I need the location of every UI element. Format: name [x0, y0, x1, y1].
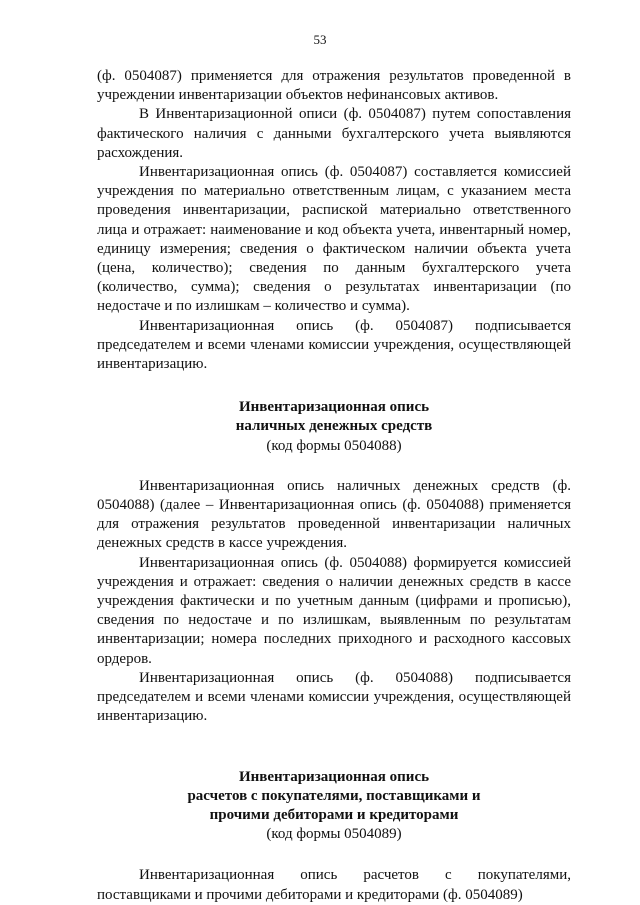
paragraph-0504087-contents: Инвентаризационная опись (ф. 0504087) составляется комиссией учреждения по материально ответственным лицам, с указанием места проведения инвентаризации, распиской материально ответственного лица и отражает: наименование и код объекта учета, инвентарный номер, единицу измерения; сведения о фактическом наличии объекта учета (цена, количество); сведения по данным бухгалтерского учета (количество, сумма); сведения о результатах инвентаризации (по недостаче и по излишкам – количество и сумма). [97, 164, 571, 315]
section-title-line: Инвентаризационная опись [238, 399, 430, 416]
section-heading-0504089 [97, 768, 571, 845]
paragraph-0504088-signing: Инвентаризационная опись (ф. 0504088) подписывается председателем и всеми членами комиссии учреждения, осуществляющей инвентаризацию. [97, 669, 571, 725]
section-title-line: Инвентаризационная опись [238, 768, 430, 785]
section-title-line: прочими дебиторами и кредиторами [209, 806, 459, 823]
paragraph-0504087-discrepancies: В Инвентаризационной описи (ф. 0504087) путем сопоставления фактического наличия с данными бухгалтерского учета выявляются расхождения. [97, 106, 571, 161]
form-code: (код формы 0504089) [266, 826, 402, 843]
section-title-line: расчетов с покупателями, поставщиками и [187, 787, 481, 804]
paragraph-0504087-purpose: (ф. 0504087) применяется для отражения результатов проведенной в учреждении инвентаризации объектов нефинансовых активов. [97, 68, 571, 104]
section-title-line: наличных денежных средств [235, 418, 433, 435]
page-body [97, 67, 571, 905]
section-heading-0504088 [97, 398, 571, 456]
form-code: (код формы 0504088) [266, 437, 402, 454]
page-number: 53 [313, 32, 327, 47]
paragraph-0504088-contents: Инвентаризационная опись (ф. 0504088) формируется комиссией учреждения и отражает: сведения о наличии денежных средств в кассе учреждения фактически и по учетным данным (цифрами и прописью), сведения по недостаче и по излишкам, выявленным по результатам инвентаризации; номера последних приходного и расходного кассовых ордеров. [97, 554, 571, 667]
paragraph-0504087-signing: Инвентаризационная опись (ф. 0504087) подписывается председателем и всеми членами комиссии учреждения, осуществляющей инвентаризацию. [97, 317, 571, 373]
paragraph-0504089-intro: Инвентаризационная опись расчетов с покупателями, поставщиками и прочими дебиторами и кредиторами (ф. 0504089) [97, 867, 571, 903]
paragraph-0504088-purpose: Инвентаризационная опись наличных денежных средств (ф. 0504088) (далее – Инвентаризационная опись (ф. 0504088) применяется для отражения результатов проведенной инвентаризации наличных денежных средств в кассе учреждения. [97, 477, 571, 552]
